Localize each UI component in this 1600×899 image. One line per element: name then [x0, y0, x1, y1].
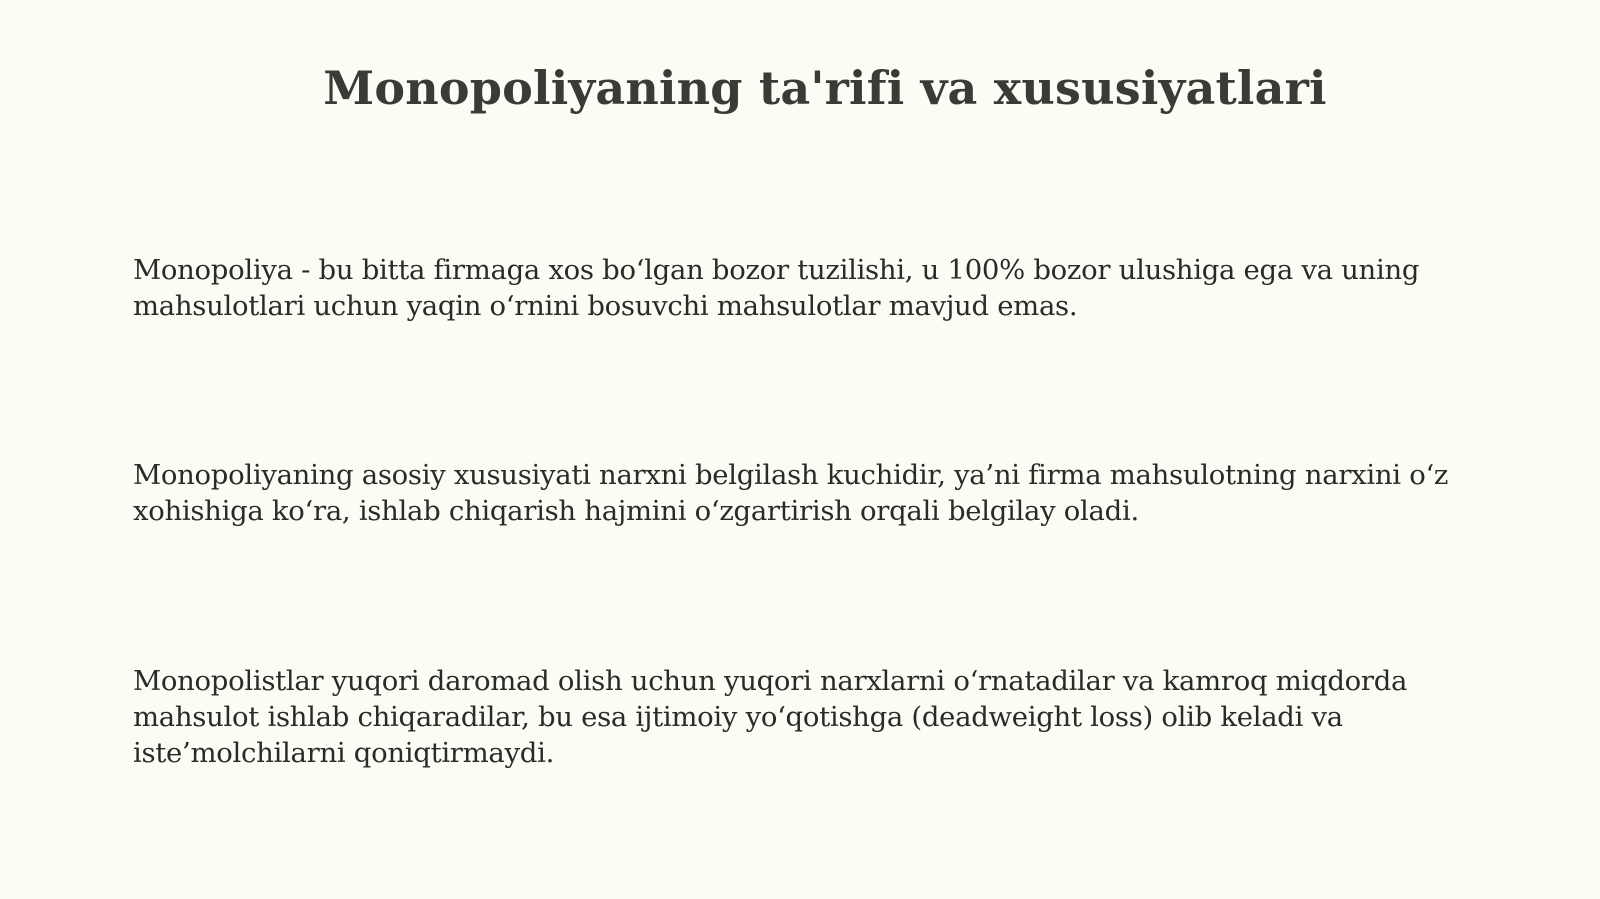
paragraph-definition: Monopoliya - bu bitta firmaga xos bo‘lgan bozor tuzilishi, u 100% bozor ulushiga ega va uning mahsulotlari uchun yaqin o‘rnini bosuvchi mahsulotlar mavjud emas.	[133, 254, 1420, 322]
paragraph-deadweight-loss: Monopolistlar yuqori daromad olish uchun yuqori narxlarni o‘rnatadilar va kamroq miqdorda mahsulot ishlab chiqaradilar, bu esa ijtimoiy yo‘qotishga (deadweight loss) olib keladi va iste’molchilarni qoniqtirmaydi.	[133, 665, 1408, 769]
slide-title: Monopoliyaning ta'rifi va xususiyatlari	[323, 61, 1327, 115]
paragraph-price-power: Monopoliyaning asosiy xususiyati narxni belgilash kuchidir, ya’ni firma mahsulotning narxini o‘z xohishiga ko‘ra, ishlab chiqarish hajmini o‘zgartirish orqali belgilay oladi.	[133, 459, 1449, 527]
